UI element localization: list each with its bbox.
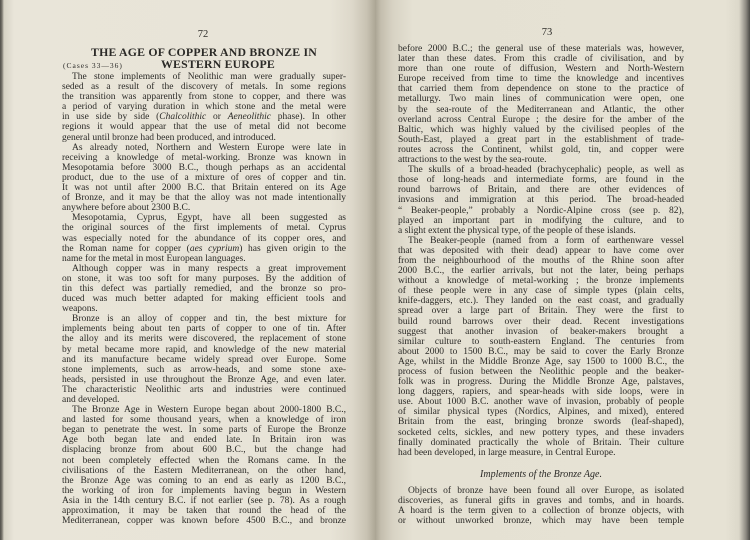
text-line: the Bronze Age was coming to an end as early as 1200 B.C., <box>62 475 346 486</box>
text-line: or without unworked bronze, which may have been temple <box>398 516 684 527</box>
text-line: displacing bronze from about 600 B.C., but the change had <box>62 445 346 456</box>
text-line: name for the metal in most European languages. <box>62 253 246 264</box>
text-line: Objects of bronze have been found all over Europe, as isolated <box>408 485 684 496</box>
paragraph <box>62 143 346 214</box>
text-line: general until bronze had been produced, and introduced. <box>62 132 276 143</box>
text-line: metallurgy. Two main lines of communication were open, one <box>398 94 684 105</box>
text-line: overland across Central Europe ; the desire for the amber of the <box>398 114 684 125</box>
text-line: implements being about ten parts of copper to one of tin. After <box>62 324 346 335</box>
text-segment: the Roman name for copper ( <box>62 243 190 254</box>
text-line: by the sea-route of the Mediterranean and Atlantic, the other <box>398 104 684 115</box>
text-line: not been completely effected when the Romans came. In the <box>62 455 346 466</box>
text-line: about 2000 to 1500 B.C., may be said to cover the Early Bronze <box>398 346 684 357</box>
text-line: duced was much better adapted for making efficient tools and <box>62 294 346 305</box>
text-line: before 2000 B.C.; the general use of these materials was, however, <box>398 44 684 54</box>
text-line: those of long-heads and intermediate forms, are found in the <box>398 175 684 186</box>
paragraph <box>62 213 346 263</box>
text-line: tin this defect was partially remedied, and the bronze so pro- <box>62 283 346 294</box>
text-line: of these people were in any case of simple types (plain celts, <box>398 286 684 297</box>
text-line: product, due to the use of a mixture of ores of copper and tin. <box>62 172 346 183</box>
text-line <box>62 112 346 122</box>
section-heading: Implements of the Bronze Age. <box>480 468 602 480</box>
text-line: regions it would appear that the use of metal did not become <box>62 122 346 133</box>
page-number: 72 <box>197 29 209 40</box>
text-line: a slight extent the physical type, of the people of these islands. <box>398 225 636 236</box>
text-line: from the neighbourhood of the mouths of the Rhine soon after <box>398 255 684 266</box>
text-line: The skulls of a broad-headed (brachycephalic) people, as well as <box>408 165 684 176</box>
italic-text: Chalcolithic <box>159 112 207 123</box>
text-line: by metal became more rapid, and knowledge of the new material <box>62 344 346 355</box>
text-line: approximation, it may be taken that round the head of the <box>62 506 346 517</box>
text-line: of Bronze, and it may be that the alloy was not made intentionally <box>62 193 346 204</box>
text-line: The Beaker-people (named from a form of earthenware vessel <box>408 235 684 246</box>
text-line: folk was in progress. During the Middle Bronze Age, palstaves, <box>398 377 684 388</box>
text-line: The Bronze Age in Western Europe began about 2000-1800 B.C., <box>72 405 346 416</box>
text-line: and its manufacture became widely spread over Europe. Some <box>62 354 346 365</box>
text-line: spread over a large part of Britain. They were the first to <box>398 306 684 317</box>
text-line: The stone implements of Neolithic man were gradually super- <box>72 72 346 82</box>
paragraph <box>62 264 346 314</box>
italic-text: Aeneolithic <box>227 112 272 123</box>
text-line: suggest that another invasion of beaker-makers brought a <box>398 326 684 337</box>
paragraph <box>398 486 684 526</box>
text-line: civilisations of the Eastern Mediterranean, on the other hand, <box>62 465 346 476</box>
text-line: the original sources of the first implements of metal. Cyprus <box>62 223 346 234</box>
text-line: more than one route of diffusion, Western and North-Western <box>398 64 684 75</box>
text-line: was especially noted for the abundance of its copper ores, and <box>62 233 346 244</box>
paragraph <box>62 72 346 143</box>
text-line: long daggers, rapiers, and spear-heads with side loops, were in <box>398 387 684 398</box>
text-line: without a knowledge of metal-working ; the bronze implements <box>398 276 684 287</box>
text-line: discoveries, as funeral gifts in graves and tombs, and in hoards. <box>398 495 684 506</box>
text-line: anywhere before about 2300 B.C. <box>62 203 191 214</box>
text-line: heads, persisted in use throughout the Bronze Age, and even later. <box>62 374 346 385</box>
text-line: “ Beaker-people,” probably a Nordic-Alpine cross (see p. 82), <box>398 205 684 216</box>
text-line: later than these dates. From this cradle of civilisation, and by <box>398 54 684 65</box>
text-line: weapons. <box>62 304 98 315</box>
paragraph <box>62 314 346 405</box>
paragraph-group <box>398 44 684 458</box>
text-line: Asia in the 14th century B.C. if not earlier (see p. 78). As a rough <box>62 495 346 506</box>
text-line: The characteristic Neolithic arts and industries were continued <box>62 384 346 395</box>
text-segment: phase). In other <box>271 112 346 123</box>
page-number: 73 <box>541 27 553 38</box>
text-line: attractions to the west by the sea-route. <box>398 155 547 166</box>
paragraph <box>398 236 684 458</box>
text-segment: in use side by side ( <box>62 112 160 123</box>
text-line: similar culture to south-eastern England. The centuries from <box>398 336 684 347</box>
text-line: 2000 B.C., the earlier arrivals, but not the later, being perhaps <box>398 266 684 277</box>
text-line: Mediterranean, copper was known before 4500 B.C., and bronze <box>62 516 346 527</box>
text-line: round barrows of Britain, and there are other evidences of <box>398 185 684 196</box>
margin-note: (Cases 33—36) <box>63 61 123 70</box>
text-line: receiving a knowledge of metal-working. Bronze was known in <box>62 152 346 163</box>
text-line: process of fusion between the Neolithic people and the beaker- <box>398 367 684 377</box>
text-line: South-East, played a great part in the establishment of trade- <box>398 134 684 145</box>
text-line: A hoard is the term given to a collection of bronze objects, with <box>398 506 684 517</box>
text-line: of similar physical types (Nordics, Alpines, and mixed), entered <box>398 407 684 418</box>
text-line: Mesopotamia, Cyprus, Egypt, have all been suggested as <box>72 213 346 224</box>
text-line: Age both began late and ended late. In Britain iron was <box>62 435 346 446</box>
text-line: and developed. <box>62 395 120 405</box>
text-line: socketed celts, sickles, and new pottery types, and these invaders <box>398 427 684 438</box>
text-line: invasions and immigration at this period. The broad-headed <box>398 195 684 206</box>
text-line: build round barrows over their dead. Recent investigations <box>398 316 684 327</box>
text-line: Britain from the east, bringing bronze swords (leaf-shaped), <box>398 417 684 428</box>
chapter-title-line: WESTERN EUROPE <box>161 57 275 71</box>
text-line: seded as a result of the discovery of metals. In some regions <box>62 82 346 93</box>
text-line: Age, whilst in the Middle Bronze Age, say 1500 to 1000 B.C., the <box>398 356 684 367</box>
text-line: had been developed, in large measure, in Central Europe. <box>398 447 616 458</box>
text-line: Baltic, which was highly valued by the civilised peoples of the <box>398 124 684 135</box>
text-line: routes across the Continent, whilst gold, tin, and copper were <box>398 144 684 155</box>
text-line: Bronze is an alloy of copper and tin, the best mixture for <box>72 314 346 325</box>
text-line: use. About 1000 B.C. another wave of invasion, probably of people <box>398 397 684 408</box>
text-line: It was not until after 2000 B.C. that Britain entered on its Age <box>62 183 346 194</box>
right-page <box>375 0 750 540</box>
text-segment: ) has given origin to the <box>239 243 346 254</box>
text-line: stone implements, such as arrow-heads, and some stone axe- <box>62 364 346 375</box>
text-line: knife-daggers, etc.). They landed on the east coast, and gradually <box>398 296 684 307</box>
text-line: began to penetrate the west. In some parts of Europe the Bronze <box>62 425 346 436</box>
section-implements <box>398 469 684 526</box>
text-line: that carried them from dependence on stone to the practice of <box>398 84 684 95</box>
text-line: on stone, it was too soft for many purposes. By the addition of <box>62 273 346 284</box>
chapter-title-line: THE AGE OF COPPER AND BRONZE IN <box>91 45 317 59</box>
italic-text: aes cyprium <box>189 243 240 254</box>
text-line: and lasted for some thousand years, when a knowledge of iron <box>62 415 346 426</box>
paragraph <box>398 44 684 165</box>
text-line: Although copper was in many respects a great improvement <box>72 263 346 274</box>
text-line: Mesopotamia before 3000 B.C., though perhaps as an accidental <box>62 162 346 173</box>
text-line <box>62 244 346 254</box>
paragraph <box>62 405 346 526</box>
text-line: the working of iron for implements having begun in Western <box>62 485 346 496</box>
text-line: the alloy and its merits were discovered, the replacement of stone <box>62 334 346 345</box>
paragraph-group <box>398 486 684 526</box>
paragraph <box>398 165 684 236</box>
text-line: that was deposited with their dead) appear to have come over <box>398 245 684 256</box>
text-line: played an important part in modifying the culture, and to <box>398 215 684 226</box>
text-line: Europe received from time to time the knowledge and incentives <box>398 74 684 85</box>
text-line: finally dominated practically the whole of Britain. Their culture <box>398 437 684 448</box>
text-line: As already noted, Northern and Western Europe were late in <box>72 142 346 153</box>
text-line: the transition was apparently from stone to copper, and there was <box>62 92 346 103</box>
page-body-text <box>398 44 684 526</box>
text-line: a period of varying duration in which stone and the metal were <box>62 102 346 113</box>
text-segment: or <box>206 112 228 123</box>
page-body-text <box>62 72 346 526</box>
